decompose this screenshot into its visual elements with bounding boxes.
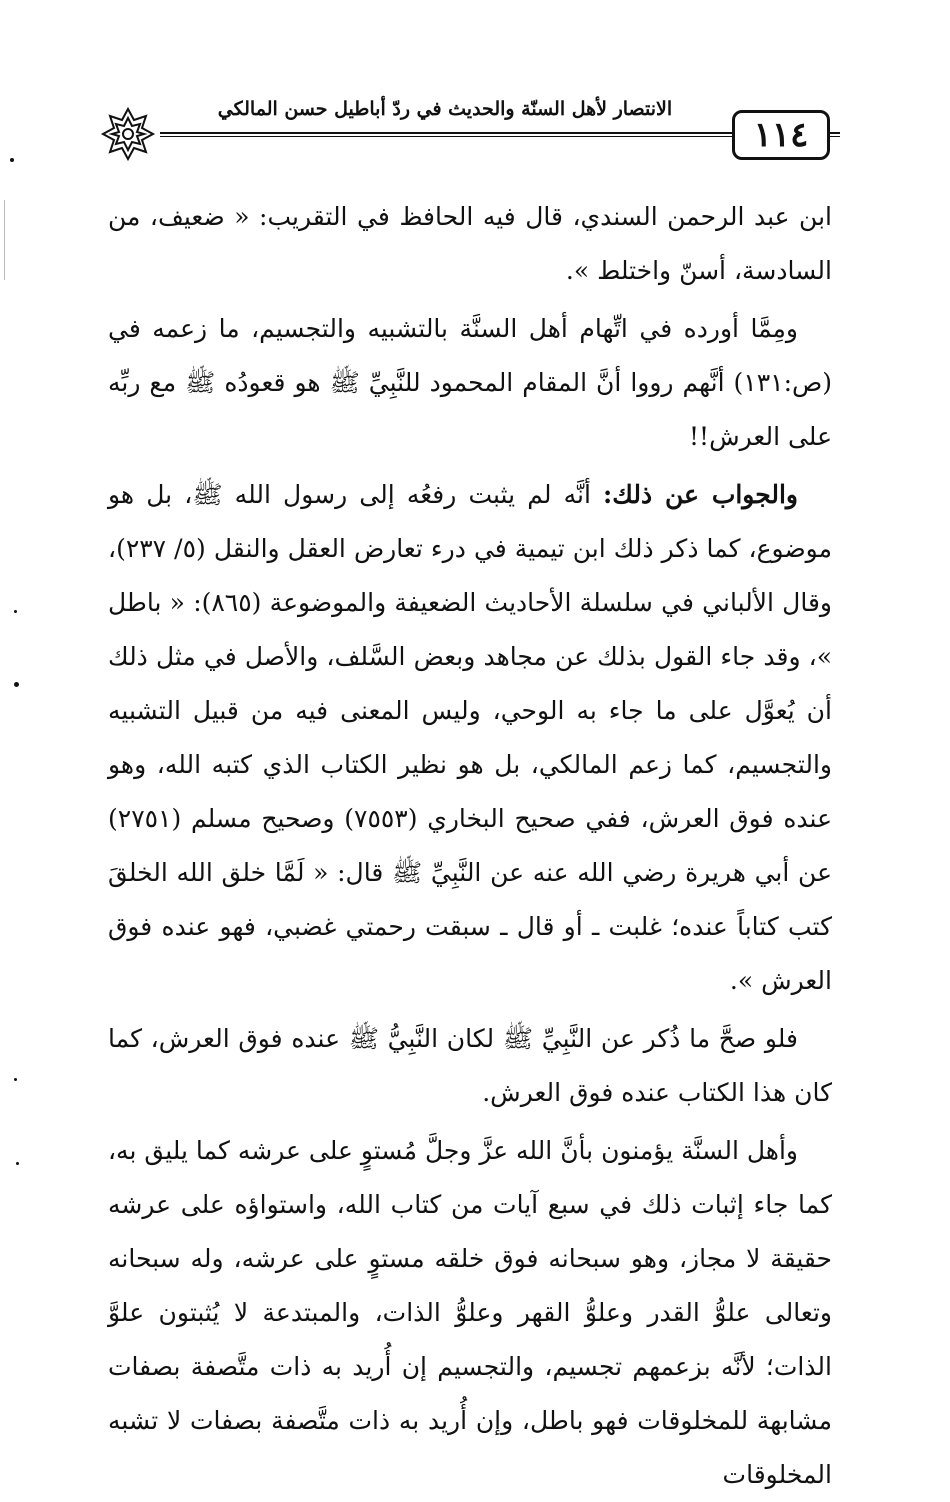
scan-edge-line <box>4 200 5 280</box>
answer-lead: والجواب عن ذلك: <box>603 480 798 509</box>
paragraph-4: فلو صحَّ ما ذُكر عن النَّبِيِّ ﷺ لكان النَّبِيُّ ﷺ عنده فوق العرش، كما كان هذا الكتاب عنده فوق العرش. <box>108 1024 832 1107</box>
star-ornament-icon <box>100 106 156 162</box>
answer-text: أنَّه لم يثبت رفعُه إلى رسول الله ﷺ، بل هو موضوع، كما ذكر ذلك ابن تيمية في درء تعارض العقل والنقل (٥/ ٢٣٧)، وقال الألباني في سلسلة الأحاديث الضعيفة والموضوعة (٨٦٥): « باطل »، وقد جاء القول بذلك عن مجاهد وبعض السَّلف، والأصل في مثل ذلك أن يُعوَّل على ما جاء به الوحي، وليس المعنى فيه من قبيل التشبيه والتجسيم، كما زعم المالكي، بل هو نظير الكتاب الذي كتبه الله، وهو عنده فوق العرش، ففي صحيح البخاري (٧٥٥٣) وصحيح مسلم (٢٧٥١) عن أبي هريرة رضي الله عنه عن النَّبِيِّ ﷺ قال: « لَمَّا خلق الله الخلقَ كتب كتاباً عنده؛ غلبت ـ أو قال ـ سبقت رحمتي غضبي، فهو عنده فوق العرش ». <box>108 480 832 995</box>
paragraph-1: ابن عبد الرحمن السندي، قال فيه الحافظ في التقريب: « ضعيف، من السادسة، أسنّ واختلط ». <box>108 202 832 285</box>
running-title: الانتصار لأهل السنّة والحديث في ردّ أباطيل حسن المالكي <box>217 98 673 120</box>
scan-speck <box>14 682 19 687</box>
page-header <box>100 92 840 164</box>
scan-speck <box>14 610 17 613</box>
page-body <box>108 190 832 1502</box>
scan-speck <box>10 158 14 162</box>
scan-speck <box>14 1078 17 1081</box>
paragraph-5: وأهل السنَّة يؤمنون بأنَّ الله عزَّ وجلَّ مُستوٍ على عرشه كما يليق به، كما جاء إثبات ذلك في سبع آيات من كتاب الله، واستواؤه على عرشه حقيقة لا مجاز، وهو سبحانه فوق خلقه مستوٍ على عرشه، وله سبحانه وتعالى علوُّ القدر وعلوُّ القهر وعلوُّ الذات، والمبتدعة لا يُثبتون علوَّ الذات؛ لأنَّه بزعمهم تجسيم، والتجسيم إن أُريد به ذات متَّصفة بصفات مشابهة للمخلوقات فهو باطل، وإن أُريد به ذات متَّصفة بصفات لا تشبه المخلوقات <box>107 1136 832 1489</box>
page-number: ١١٤ <box>732 110 830 160</box>
paragraph-3 <box>108 468 832 1008</box>
paragraph-2: ومِمَّا أورده في اتِّهام أهل السنَّة بالتشبيه والتجسيم، ما زعمه في (ص:١٣١) أنَّهم رووا أنَّ المقام المحمود للنَّبِيِّ ﷺ هو قعودُه ﷺ مع ربِّه على العرش!! <box>108 314 832 451</box>
scan-speck <box>16 1162 19 1165</box>
